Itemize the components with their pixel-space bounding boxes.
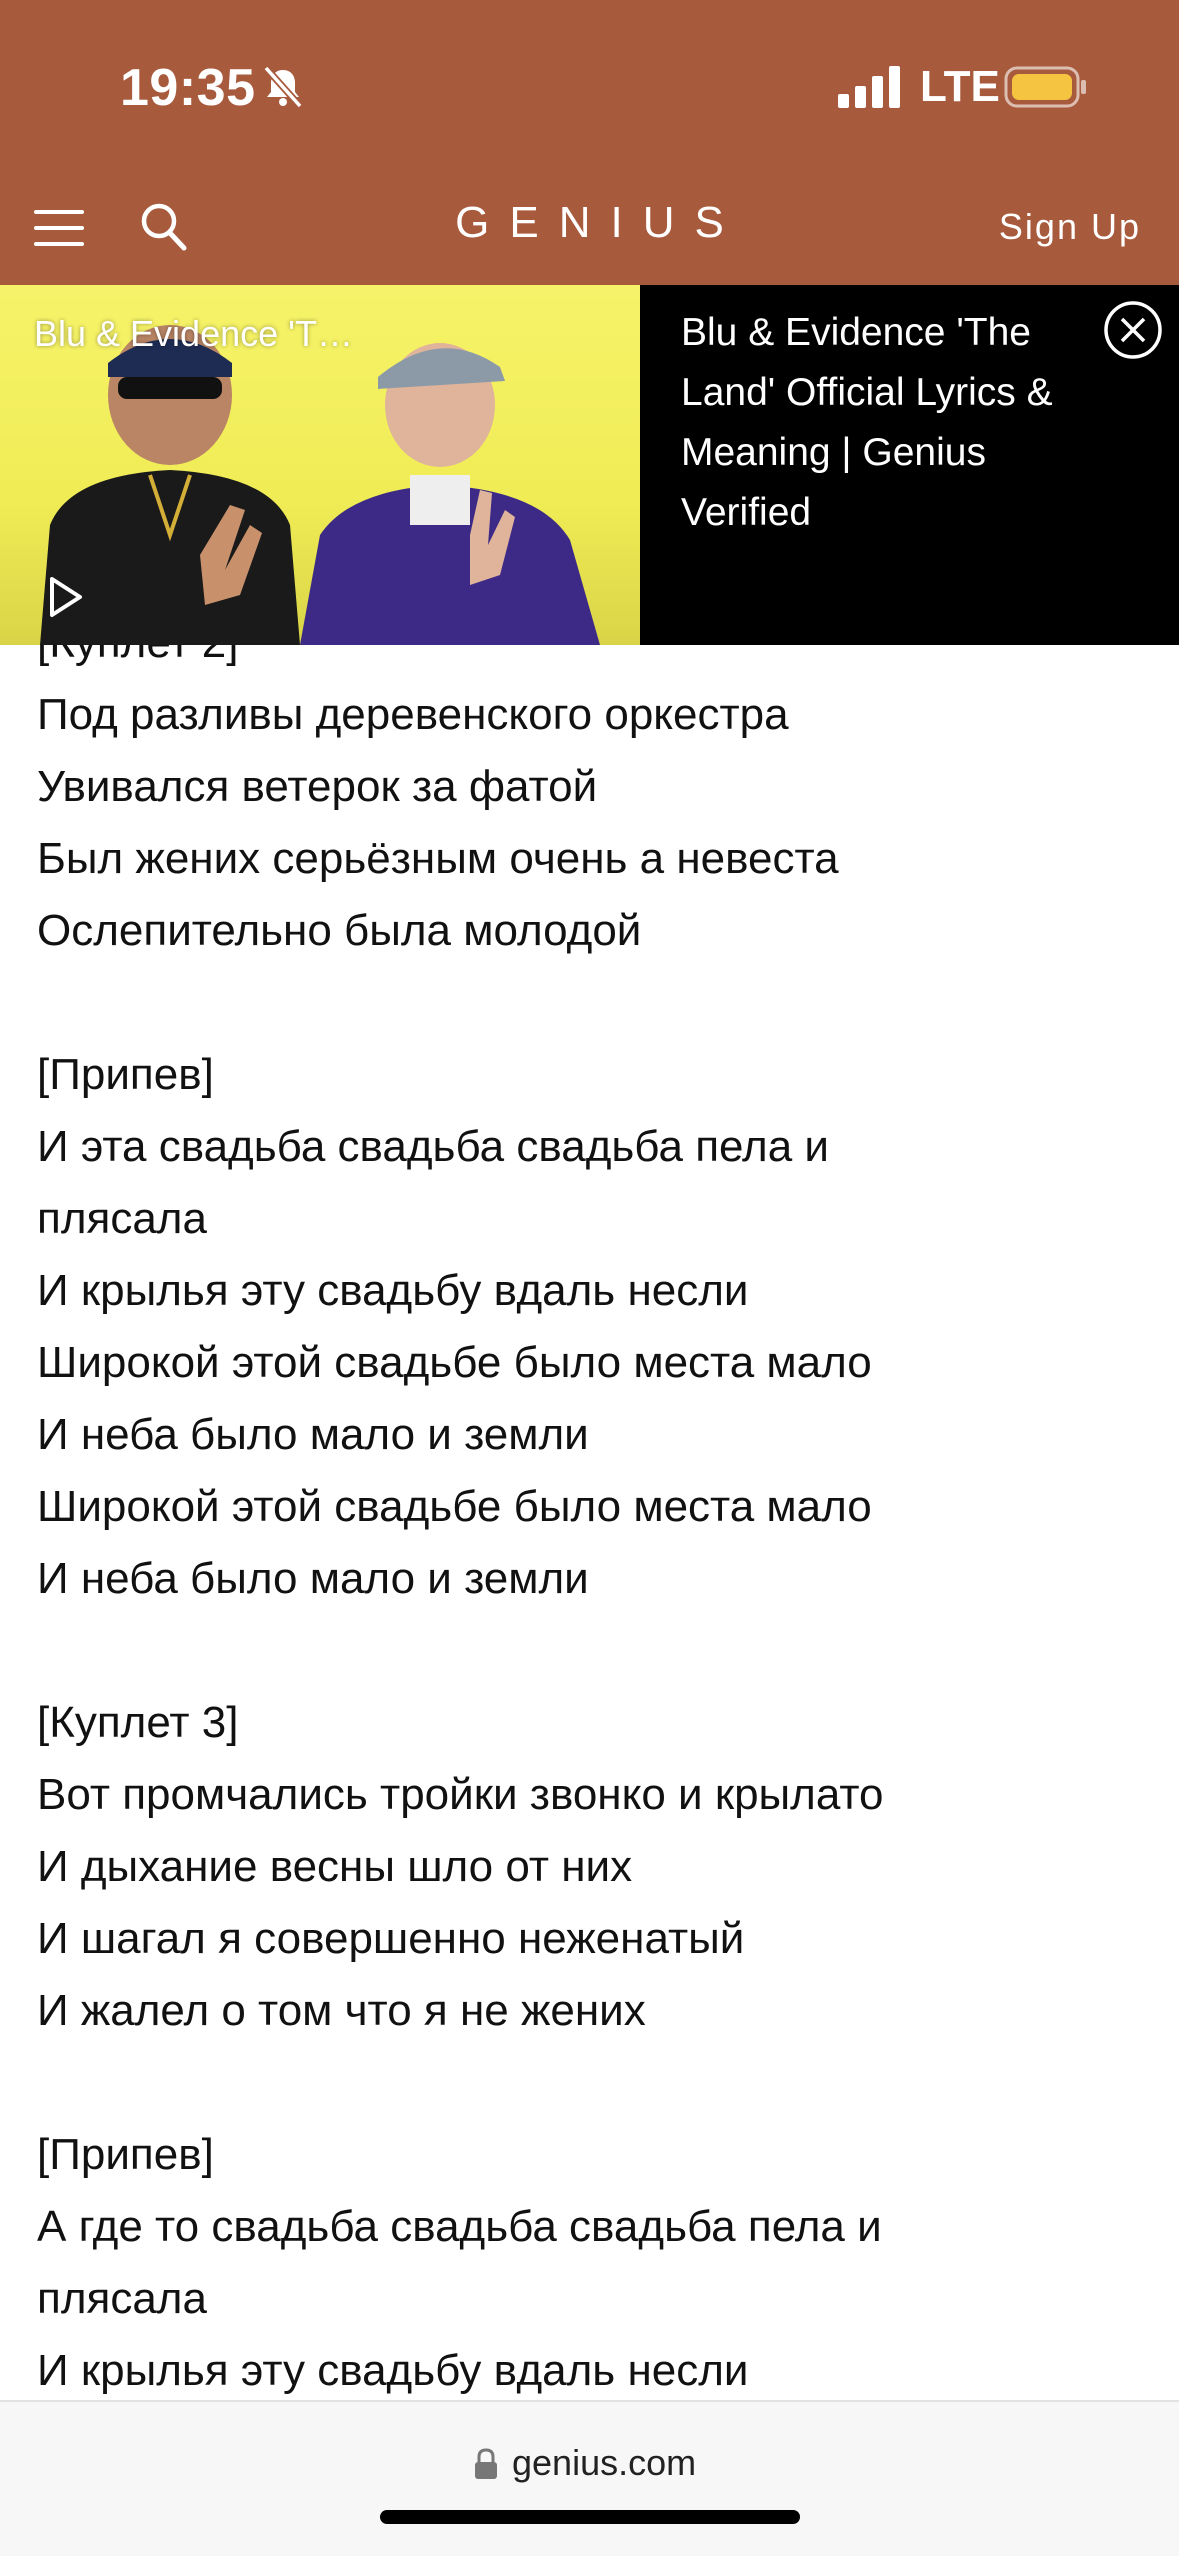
header	[0, 0, 1179, 285]
bell-slash-icon	[258, 62, 308, 112]
battery-icon	[1004, 66, 1088, 108]
lyric-section-header[interactable]: [Припев]	[37, 1050, 214, 1099]
video-thumbnail-title: Blu & Evidence 'T…	[34, 313, 354, 354]
signal-icon	[838, 66, 902, 108]
lyric-line[interactable]: И неба было мало и земли	[37, 1410, 589, 1459]
lyric-line[interactable]: А где то свадьба свадьба свадьба пела и	[37, 2202, 882, 2251]
lyric-line[interactable]: Увивался ветерок за фатой	[37, 762, 598, 811]
lyric-line[interactable]: Был жених серьёзным очень а невеста	[37, 834, 839, 883]
video-player[interactable]	[0, 285, 1179, 645]
lyric-line[interactable]: Ослепительно была молодой	[37, 906, 642, 955]
lyric-line[interactable]: И шагал я совершенно неженатый	[37, 1914, 745, 1963]
browser-address-bar[interactable]	[0, 2400, 1179, 2556]
close-icon[interactable]	[1102, 299, 1164, 361]
lyric-line[interactable]: Под разливы деревенского оркестра	[37, 690, 789, 739]
lock-icon	[474, 2448, 498, 2480]
lyric-line[interactable]: И крылья эту свадьбу вдаль несли	[37, 2346, 749, 2395]
lyric-line[interactable]: И дыхание весны шло от них	[37, 1842, 633, 1891]
url-label[interactable]: genius.com	[512, 2442, 697, 2483]
sign-up-link[interactable]: Sign Up	[998, 206, 1141, 247]
video-title[interactable]: Blu & Evidence 'The Land' Official Lyrics & Meaning | Genius Verified	[681, 311, 1053, 534]
home-indicator[interactable]	[380, 2510, 800, 2524]
play-icon[interactable]	[46, 575, 86, 619]
lyric-line[interactable]: плясала	[37, 2274, 207, 2323]
lyric-line[interactable]: И крылья эту свадьбу вдаль несли	[37, 1266, 749, 1315]
lyric-line[interactable]: И эта свадьба свадьба свадьба пела и	[37, 1122, 829, 1171]
lyric-line[interactable]: Широкой этой свадьбе было места мало	[37, 1482, 872, 1531]
lyric-section-header[interactable]: [Припев]	[37, 2130, 214, 2179]
status-time: 19:35	[120, 59, 256, 117]
lyric-line[interactable]: И неба было мало и земли	[37, 1554, 589, 1603]
lyric-section-header[interactable]: [Куплет 3]	[37, 1698, 239, 1747]
video-thumbnail[interactable]	[0, 285, 640, 645]
lyric-line[interactable]: Широкой этой свадьбе было места мало	[37, 1338, 872, 1387]
genius-logo[interactable]: GENIUS	[455, 198, 744, 247]
lyric-line[interactable]: И жалел о том что я не жених	[37, 1986, 646, 2035]
network-label: LTE	[920, 62, 1000, 111]
lyric-line[interactable]: плясала	[37, 1194, 207, 1243]
lyric-line[interactable]: Вот промчались тройки звонко и крылато	[37, 1770, 884, 1819]
